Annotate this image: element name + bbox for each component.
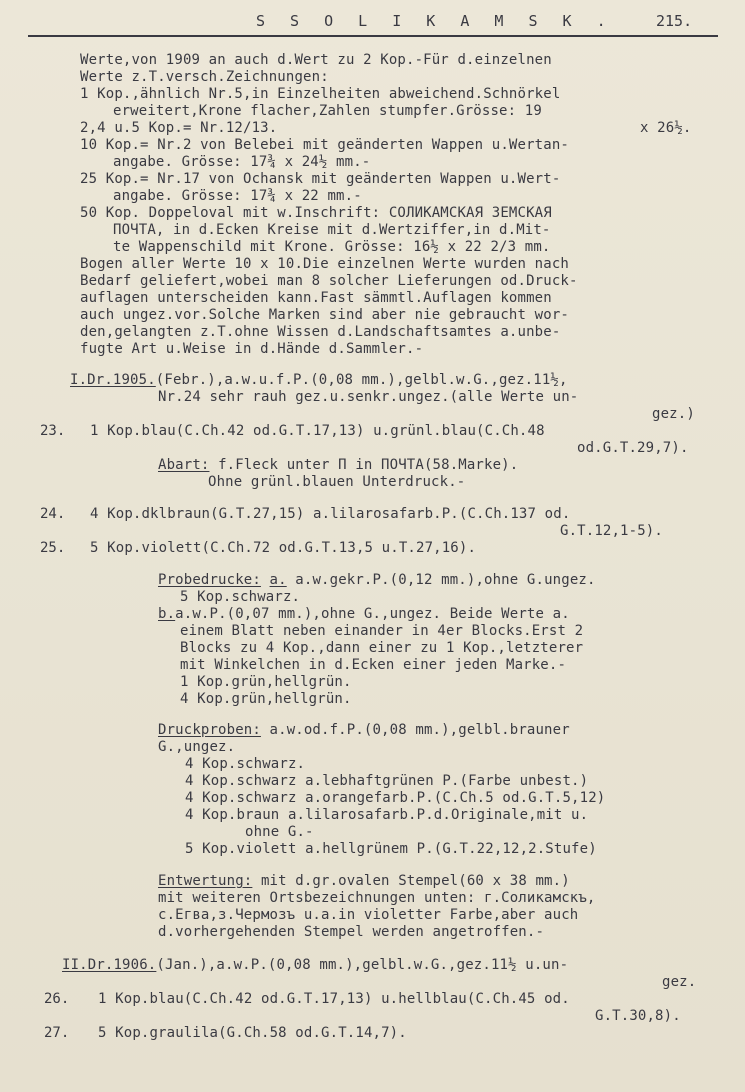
druckproben-line: ohne G.- [245, 824, 314, 840]
issue-2-heading-line [62, 957, 568, 974]
catalog-number: 26. [44, 991, 70, 1007]
intro-line: auch ungez.vor.Solche Marken sind aber nie gebraucht wor- [80, 307, 569, 323]
druckproben-line: 5 Kop.violett a.hellgrünem P.(G.T.22,12,2.Stufe) [185, 841, 597, 857]
issue-2-spec: (Jan.),a.w.P.(0,08 mm.),gelbl.w.G.,gez.11½ u.un- [156, 957, 569, 973]
druckproben-line: 4 Kop.braun a.lilarosafarb.P.d.Originale,mit u. [185, 807, 589, 823]
intro-line: den,gelangten z.T.ohne Wissen d.Landschaftsamtes a.unbe- [80, 324, 561, 340]
issue-2-spec-line: gez. [662, 974, 697, 990]
entwertung-label: Entwertung: [158, 873, 253, 889]
probedrucke-label: Probedrucke: [158, 572, 261, 588]
issue-1-heading-line [70, 372, 568, 389]
intro-line: ПОЧТА, in d.Ecken Kreise mit d.Wertziffer,in d.Mit- [113, 222, 551, 238]
page-number: 215. [656, 12, 693, 30]
intro-line: 50 Kop. Doppeloval mit w.Inschrift: СОЛИКАМСКАЯ ЗЕМСКАЯ [80, 205, 552, 221]
issue-1-spec-line: gez.) [652, 406, 695, 422]
entwertung-text: mit d.gr.ovalen Stempel(60 x 38 mm.) [252, 873, 570, 889]
probedrucke-line: 1 Kop.grün,hellgrün. [180, 674, 352, 690]
intro-line: 25 Kop.= Nr.17 von Ochansk mit geänderten Wappen u.Wert- [80, 171, 561, 187]
intro-line: angabe. Grösse: 17¾ x 22 mm.- [113, 188, 362, 204]
probedrucke-line [158, 572, 596, 589]
intro-line: 2,4 u.5 Kop.= Nr.12/13. [80, 120, 278, 136]
intro-line: erweitert,Krone flacher,Zahlen stumpfer.Grösse: 19 [113, 103, 542, 119]
intro-line: auflagen unterscheiden kann.Fast sämmtl.Auflagen kommen [80, 290, 552, 306]
issue-1-heading: I.Dr.1905. [70, 372, 156, 388]
druckproben-line: 4 Kop.schwarz. [185, 756, 306, 772]
abart-text: f.Fleck unter П in ПОЧТА(58.Marke). [209, 457, 519, 473]
druckproben-label: Druckproben: [158, 722, 261, 738]
druckproben-line: 4 Kop.schwarz a.orangefarb.P.(C.Ch.5 od.G.T.5,12) [185, 790, 606, 806]
intro-line: Werte z.T.versch.Zeichnungen: [80, 69, 329, 85]
abart-label: Abart: [158, 457, 210, 473]
probedrucke-line: Blocks zu 4 Kop.,dann einer zu 1 Kop.,letzterer [180, 640, 584, 656]
stamp-entry: 4 Kop.dklbraun(G.T.27,15) a.lilarosafarb.P.(C.Ch.137 od. [90, 506, 571, 522]
intro-line: 10 Kop.= Nr.2 von Belebei mit geänderten Wappen u.Wertan- [80, 137, 569, 153]
header-rule [28, 35, 718, 37]
druckproben-text: a.w.od.f.P.(0,08 mm.),gelbl.brauner [260, 722, 570, 738]
abart-line: Ohne grünl.blauen Unterdruck.- [208, 474, 466, 490]
druckproben-line: 4 Kop.schwarz a.lebhaftgrünen P.(Farbe unbest.) [185, 773, 589, 789]
probedrucke-b-text: a.w.P.(0,07 mm.),ohne G.,ungez. Beide Werte a. [175, 606, 570, 622]
catalog-number: 27. [44, 1025, 70, 1041]
intro-line: x 26½. [640, 120, 692, 136]
catalog-number: 23. [40, 423, 66, 439]
probedrucke-b-label: b. [158, 606, 176, 622]
probedrucke-line: 4 Kop.grün,hellgrün. [180, 691, 352, 707]
stamp-entry: 1 Kop.blau(C.Ch.42 od.G.T.17,13) u.hellblau(C.Ch.45 od. [98, 991, 570, 1007]
stamp-entry: G.T.30,8). [595, 1008, 681, 1024]
intro-line: Werte,von 1909 an auch d.Wert zu 2 Kop.-Für d.einzelnen [80, 52, 552, 68]
issue-2-heading: II.Dr.1906. [62, 957, 157, 973]
intro-line: Bogen aller Werte 10 x 10.Die einzelnen Werte wurden nach [80, 256, 569, 272]
intro-line: te Wappenschild mit Krone. Grösse: 16½ x 22 2/3 mm. [113, 239, 551, 255]
entwertung-line: d.vorhergehenden Stempel werden angetroffen.- [158, 924, 545, 940]
intro-line: angabe. Grösse: 17¾ x 24½ mm.- [113, 154, 371, 170]
entwertung-line [158, 873, 570, 890]
catalog-number: 25. [40, 540, 66, 556]
probedrucke-line [158, 606, 570, 623]
stamp-entry: G.T.12,1-5). [560, 523, 663, 539]
stamp-entry: 5 Kop.graulila(G.Ch.58 od.G.T.14,7). [98, 1025, 407, 1041]
abart-line [158, 457, 518, 474]
stamp-entry: 5 Kop.violett(C.Ch.72 od.G.T.13,5 u.T.27,16). [90, 540, 477, 556]
issue-1-spec: (Febr.),a.w.u.f.P.(0,08 mm.),gelbl.w.G.,gez.11½, [155, 372, 568, 388]
issue-1-spec-line: Nr.24 sehr rauh gez.u.senkr.ungez.(alle Werte un- [158, 389, 579, 405]
stamp-entry: 1 Kop.blau(C.Ch.42 od.G.T.17,13) u.grünl.blau(C.Ch.48 [90, 423, 545, 439]
entwertung-line: с.Егва,з.Чермозъ u.a.in violetter Farbe,aber auch [158, 907, 579, 923]
probedrucke-line: einem Blatt neben einander in 4er Blocks.Erst 2 [180, 623, 584, 639]
probedrucke-line: 5 Kop.schwarz. [180, 589, 301, 605]
running-head-title: S S O L I K A M S K . [256, 12, 614, 30]
druckproben-line: G.,ungez. [158, 739, 236, 755]
probedrucke-a-text: a.w.gekr.P.(0,12 mm.),ohne G.ungez. [286, 572, 596, 588]
probedrucke-a-label: a. [269, 572, 287, 588]
stamp-entry: od.G.T.29,7). [577, 440, 689, 456]
probedrucke-line: mit Winkelchen in d.Ecken einer jeden Marke.- [180, 657, 567, 673]
druckproben-line [158, 722, 570, 739]
intro-line: Bedarf geliefert,wobei man 8 solcher Lieferungen od.Druck- [80, 273, 578, 289]
entwertung-line: mit weiteren Ortsbezeichnungen unten: г.Соликамскъ, [158, 890, 596, 906]
intro-line: 1 Kop.,ähnlich Nr.5,in Einzelheiten abweichend.Schnörkel [80, 86, 561, 102]
intro-line: fugte Art u.Weise in d.Hände d.Sammler.- [80, 341, 424, 357]
catalog-number: 24. [40, 506, 66, 522]
